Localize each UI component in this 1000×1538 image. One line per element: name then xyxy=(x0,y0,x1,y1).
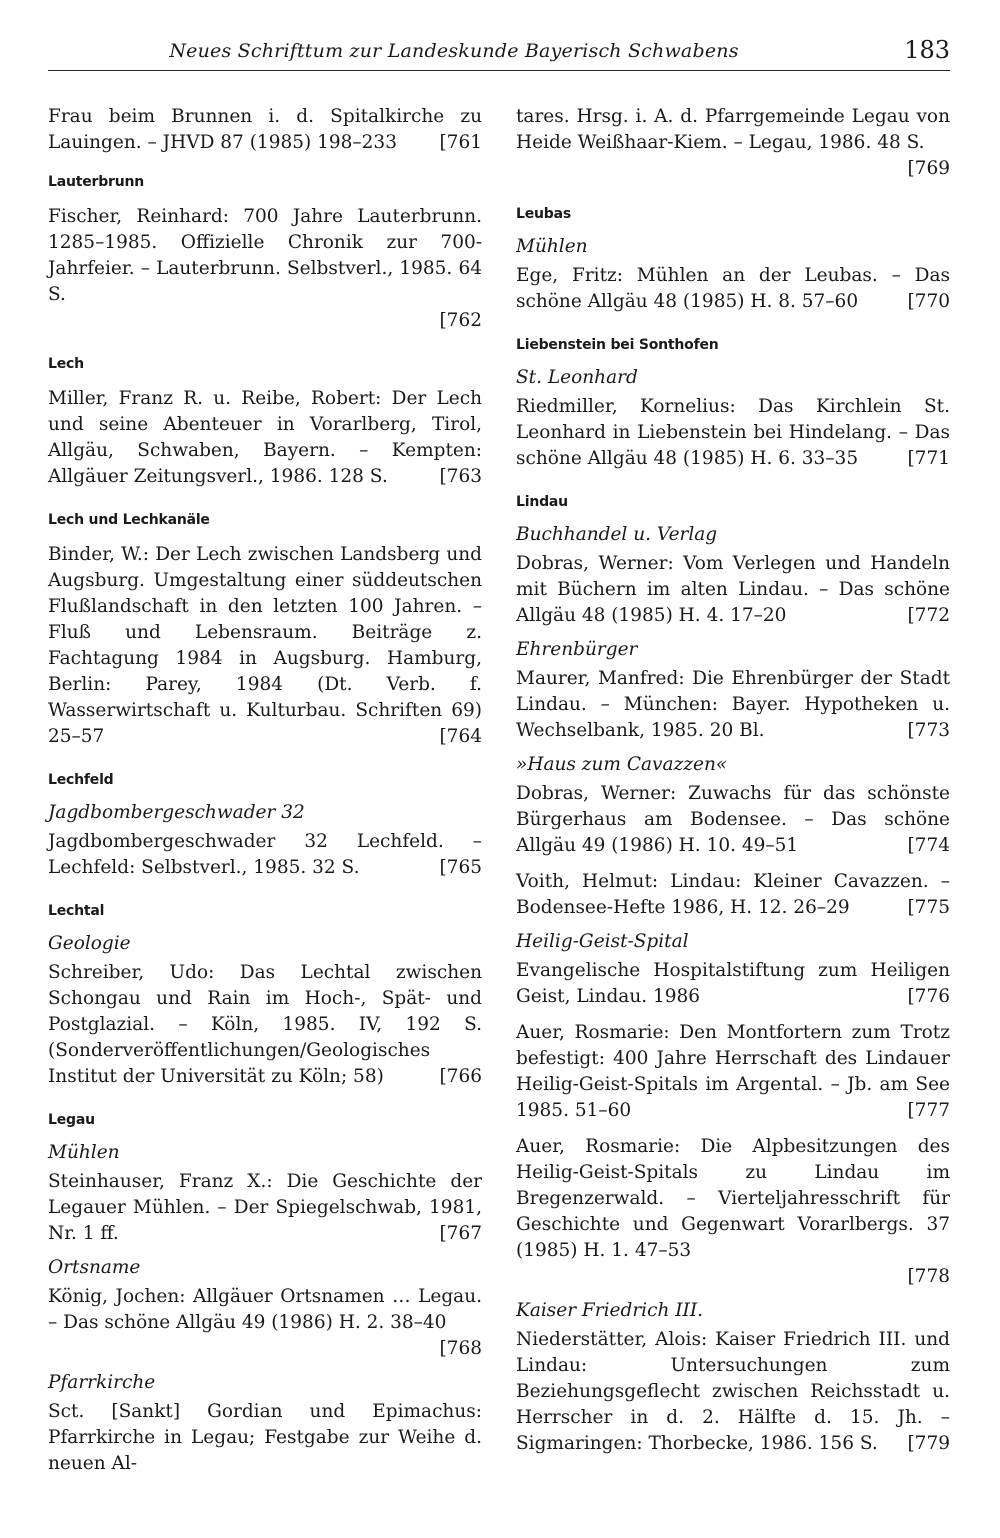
entry-778 xyxy=(516,1134,950,1290)
entry-number: [774 xyxy=(907,835,950,856)
entry-777 xyxy=(516,1020,950,1124)
entry-number: [762 xyxy=(439,310,482,331)
entry-text: Auer, Rosmarie: Die Alpbesitzungen des Heilig-Geist-Spitals zu Lindau im Bregenzerwald. – Vierteljahresschrift für Geschichte und Gegenwart Vorarlbergs. 37 (1985) H. 1. 47–53 xyxy=(516,1136,950,1261)
entry-779 xyxy=(516,1327,950,1457)
entry-767 xyxy=(48,1169,482,1247)
page-number: 183 xyxy=(904,36,950,64)
entry-763 xyxy=(48,386,482,490)
subheading-ortsname: Ortsname xyxy=(48,1257,141,1278)
subheading-pfarrkirche: Pfarrkirche xyxy=(48,1372,156,1393)
entry-text: Ege, Fritz: Mühlen an der Leubas. – Das schöne Allgäu 48 (1985) H. 8. 57–60 xyxy=(516,265,950,312)
subheading-muehlen: Mühlen xyxy=(516,236,588,257)
entry-text: Dobras, Werner: Zuwachs für das schönste Bürgerhaus am Bodensee. – Das schöne Allgäu 49 (1986) H. 10. 49–51 xyxy=(516,783,950,856)
entry-number: [776 xyxy=(907,986,950,1007)
entry-768 xyxy=(48,1284,482,1362)
entry-number: [764 xyxy=(439,726,482,747)
entry-text: tares. Hrsg. i. A. d. Pfarrgemeinde Legau von Heide Weißhaar-Kiem. – Legau, 1986. 48 S. xyxy=(516,106,950,153)
section-heading-leubas: Leubas xyxy=(516,206,571,222)
section-heading-lechfeld: Lechfeld xyxy=(48,772,114,788)
subheading-ehrenbuerger: Ehrenbürger xyxy=(516,639,638,660)
running-title: Neues Schrifttum zur Landeskunde Bayerisch Schwabens xyxy=(169,40,739,62)
subheading-kaiser-friedrich: Kaiser Friedrich III. xyxy=(516,1300,704,1321)
right-column xyxy=(516,104,950,1467)
entry-774 xyxy=(516,781,950,859)
entry-776 xyxy=(516,958,950,1010)
entry-769-start xyxy=(48,1399,482,1477)
entry-text: Steinhauser, Franz X.: Die Geschichte der Legauer Mühlen. – Der Spiegelschwab, 1981, Nr. 1 ff. xyxy=(48,1171,482,1244)
entry-number: [775 xyxy=(907,897,950,918)
entry-number: [770 xyxy=(907,291,950,312)
entry-762 xyxy=(48,204,482,334)
entry-text: Jagdbombergeschwader 32 Lechfeld. – Lechfeld: Selbstverl., 1985. 32 S. xyxy=(48,831,482,878)
entry-770 xyxy=(516,263,950,315)
subheading-st-leonhard: St. Leonhard xyxy=(516,367,638,388)
entry-765 xyxy=(48,829,482,881)
subheading-heilig-geist-spital: Heilig-Geist-Spital xyxy=(516,931,689,952)
entry-text: Schreiber, Udo: Das Lechtal zwischen Schongau und Rain im Hoch-, Spät- und Postglazial. – Köln, 1985. IV, 192 S. (Sonderveröffentlichungen/Geologisches Institut der Universität zu Köln; 58) xyxy=(48,962,482,1087)
entry-775 xyxy=(516,869,950,921)
entry-766 xyxy=(48,960,482,1090)
entry-number: [766 xyxy=(439,1066,482,1087)
entry-number: [769 xyxy=(907,158,950,179)
left-column xyxy=(48,104,482,1487)
entry-number: [773 xyxy=(907,720,950,741)
running-head xyxy=(48,30,950,71)
entry-text: Frau beim Brunnen i. d. Spitalkirche zu Lauingen. – JHVD 87 (1985) 198–233 xyxy=(48,106,482,153)
entry-771 xyxy=(516,394,950,472)
entry-text: Maurer, Manfred: Die Ehrenbürger der Stadt Lindau. – München: Bayer. Hypotheken u. Wechselbank, 1985. 20 Bl. xyxy=(516,668,950,741)
section-heading-liebenstein: Liebenstein bei Sonthofen xyxy=(516,337,719,353)
section-heading-lech: Lech xyxy=(48,356,84,372)
entry-number: [761 xyxy=(439,132,482,153)
entry-773 xyxy=(516,666,950,744)
entry-text: Riedmiller, Kornelius: Das Kirchlein St. Leonhard in Liebenstein bei Hindelang. – Das schöne Allgäu 48 (1985) H. 6. 33–35 xyxy=(516,396,950,469)
entry-text: Binder, W.: Der Lech zwischen Landsberg und Augsburg. Umgestaltung einer süddeutschen Flußlandschaft in den letzten 100 Jahren. – Fluß und Lebensraum. Beiträge z. Fachtagung 1984 in Augsburg. Hamburg, Berlin: Parey, 1984 (Dt. Verb. f. Wasserwirtschaft u. Kulturbau. Schriften 69) 25–57 xyxy=(48,544,482,747)
entry-text: Voith, Helmut: Lindau: Kleiner Cavazzen. – Bodensee-Hefte 1986, H. 12. 26–29 xyxy=(516,871,950,918)
entry-number: [777 xyxy=(907,1100,950,1121)
subheading-muehlen: Mühlen xyxy=(48,1142,120,1163)
entry-772 xyxy=(516,551,950,629)
subheading-haus-zum-cavazzen: »Haus zum Cavazzen« xyxy=(516,754,728,775)
subheading-buchhandel: Buchhandel u. Verlag xyxy=(516,524,718,545)
section-heading-lechtal: Lechtal xyxy=(48,903,105,919)
entry-769 xyxy=(516,104,950,182)
entry-number: [763 xyxy=(439,466,482,487)
section-heading-legau: Legau xyxy=(48,1112,95,1128)
entry-text: Evangelische Hospitalstiftung zum Heiligen Geist, Lindau. 1986 xyxy=(516,960,950,1007)
entry-text: Sct. [Sankt] Gordian und Epimachus: Pfarrkirche in Legau; Festgabe zur Weihe d. neuen Al- xyxy=(48,1401,482,1474)
entry-number: [772 xyxy=(907,605,950,626)
entry-text: Auer, Rosmarie: Den Montfortern zum Trotz befestigt: 400 Jahre Herrschaft des Lindauer Heilig-Geist-Spitals im Argental. – Jb. am See 1985. 51–60 xyxy=(516,1022,950,1121)
section-heading-lauterbrunn: Lauterbrunn xyxy=(48,174,145,190)
entry-text: Fischer, Reinhard: 700 Jahre Lauterbrunn. 1285–1985. Offizielle Chronik zur 700-Jahrfeier. – Lauterbrunn. Selbstverl., 1985. 64 S. xyxy=(48,206,482,305)
entry-number: [778 xyxy=(907,1266,950,1287)
subheading-jagdbombergeschwader: Jagdbombergeschwader 32 xyxy=(48,802,305,823)
section-heading-lindau: Lindau xyxy=(516,494,568,510)
entry-text: Dobras, Werner: Vom Verlegen und Handeln mit Büchern im alten Lindau. – Das schöne Allgäu 48 (1985) H. 4. 17–20 xyxy=(516,553,950,626)
entry-number: [771 xyxy=(907,448,950,469)
entry-761 xyxy=(48,104,482,156)
section-heading-lech-und-lechkanaele: Lech und Lechkanäle xyxy=(48,512,210,528)
entry-number: [767 xyxy=(439,1223,482,1244)
entry-text: König, Jochen: Allgäuer Ortsnamen … Legau. – Das schöne Allgäu 49 (1986) H. 2. 38–40 xyxy=(48,1286,482,1333)
entry-764 xyxy=(48,542,482,750)
entry-number: [765 xyxy=(439,857,482,878)
entry-text: Niederstätter, Alois: Kaiser Friedrich III. und Lindau: Untersuchungen zum Beziehungsgeflecht zwischen Reichsstadt u. Herrscher in d. 2. Hälfte d. 15. Jh. – Sigmaringen: Thorbecke, 1986. 156 S. xyxy=(516,1329,950,1454)
entry-number: [779 xyxy=(907,1433,950,1454)
entry-number: [768 xyxy=(439,1338,482,1359)
entry-text: Miller, Franz R. u. Reibe, Robert: Der Lech und seine Abenteuer in Vorarlberg, Tirol, Allgäu, Schwaben, Bayern. – Kempten: Allgäuer Zeitungsverl., 1986. 128 S. xyxy=(48,388,482,487)
subheading-geologie: Geologie xyxy=(48,933,131,954)
